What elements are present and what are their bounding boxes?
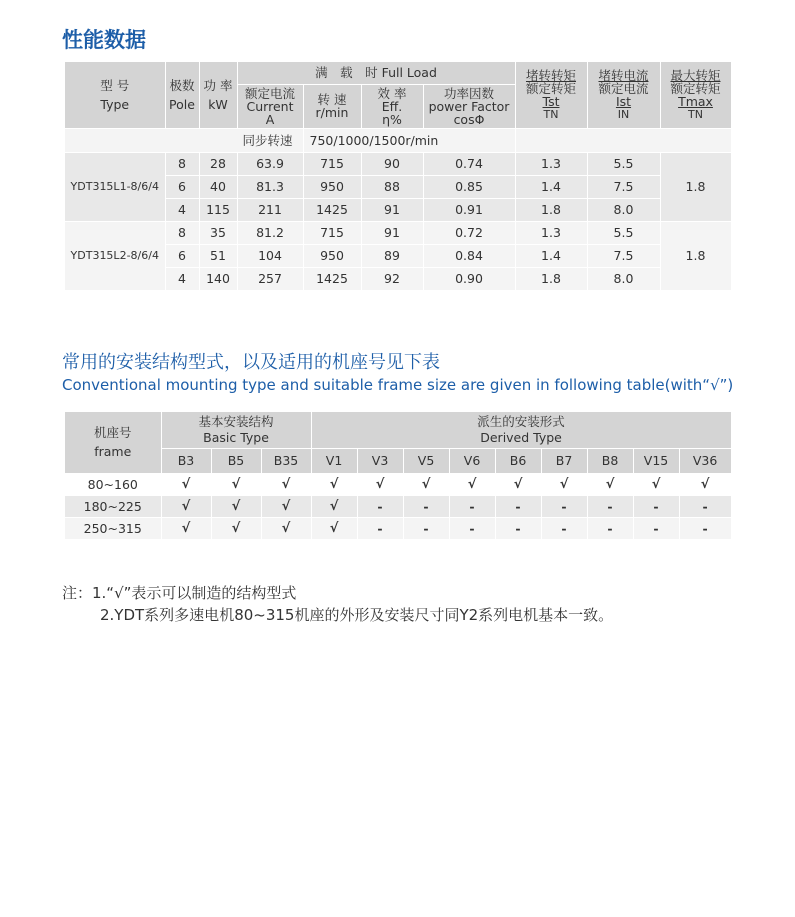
cell-pf: 0.90 — [423, 267, 515, 290]
cell-eff: 89 — [361, 244, 423, 267]
pf-en: power Factor — [428, 98, 510, 114]
sync-speed-blank — [515, 128, 731, 152]
header-locked-rotor-current — [587, 62, 660, 128]
cell-pole: 6 — [165, 244, 199, 267]
mount-cell: √ — [211, 473, 261, 495]
cell-ist: 5.5 — [587, 152, 660, 175]
cell-ist: 7.5 — [587, 244, 660, 267]
performance-title: 性能数据 — [62, 28, 146, 52]
cell-kw: 140 — [199, 267, 237, 290]
mount-cell: √ — [679, 473, 731, 495]
header-speed — [303, 84, 361, 128]
col-header: B7 — [541, 448, 587, 473]
header-type-zh: 型 号 — [100, 77, 130, 93]
frame-cell: 80~160 — [65, 473, 161, 495]
cell-current: 104 — [237, 244, 303, 267]
cell-pole: 8 — [165, 221, 199, 244]
cell-kw: 40 — [199, 175, 237, 198]
cell-current: 81.2 — [237, 221, 303, 244]
cell-current: 211 — [237, 198, 303, 221]
mount-cell: √ — [541, 473, 587, 495]
col-header: B35 — [261, 448, 311, 473]
cell-pf: 0.91 — [423, 198, 515, 221]
cell-pole: 6 — [165, 175, 199, 198]
mount-cell: √ — [449, 473, 495, 495]
mount-cell: √ — [261, 495, 311, 517]
frame-cell: 250~315 — [65, 517, 161, 539]
cell-eff: 88 — [361, 175, 423, 198]
header-frame — [65, 412, 161, 473]
lrt-zh1: 堵转转矩 — [525, 67, 576, 83]
mount-cell: √ — [311, 517, 357, 539]
cell-ist: 8.0 — [587, 267, 660, 290]
cell-ist: 8.0 — [587, 198, 660, 221]
col-header: V15 — [633, 448, 679, 473]
header-locked-rotor-torque — [515, 62, 587, 128]
mount-cell: - — [633, 495, 679, 517]
lrc-den: IN — [617, 107, 630, 121]
header-derived-type — [311, 412, 731, 448]
mount-cell: √ — [161, 473, 211, 495]
current-zh: 额定电流 — [244, 85, 295, 101]
mount-cell: - — [495, 517, 541, 539]
table-row — [65, 473, 731, 495]
cell-speed: 715 — [303, 221, 361, 244]
mount-cell: √ — [211, 517, 261, 539]
cell-max-torque: 1.8 — [660, 221, 731, 290]
cell-eff: 91 — [361, 221, 423, 244]
table-row — [65, 517, 731, 539]
lrt-den: TN — [543, 107, 559, 121]
mount-cell: - — [357, 495, 403, 517]
col-header: B6 — [495, 448, 541, 473]
frame-en: frame — [94, 444, 132, 460]
mount-cell: √ — [633, 473, 679, 495]
mounting-table — [65, 412, 732, 540]
speed-zh: 转 速 — [317, 92, 347, 107]
col-header: V5 — [403, 448, 449, 473]
cell-tst: 1.4 — [515, 244, 587, 267]
cell-tst: 1.3 — [515, 152, 587, 175]
eff-unit: η% — [382, 111, 402, 127]
header-full-load: 满 载 时 Full Load — [237, 62, 515, 84]
lrt-num: Tst — [542, 93, 560, 109]
mount-cell: √ — [495, 473, 541, 495]
header-power-factor — [423, 84, 515, 128]
col-header: B3 — [161, 448, 211, 473]
mount-cell: √ — [587, 473, 633, 495]
mount-cell: √ — [161, 495, 211, 517]
header-pole-zh: 极数 — [169, 77, 195, 93]
cell-kw: 51 — [199, 244, 237, 267]
mount-cell: - — [357, 517, 403, 539]
performance-table — [65, 62, 732, 291]
basic-zh: 基本安装结构 — [198, 414, 274, 430]
basic-en: Basic Type — [203, 430, 269, 446]
cell-speed: 950 — [303, 175, 361, 198]
cell-speed: 950 — [303, 244, 361, 267]
cell-eff: 90 — [361, 152, 423, 175]
frame-zh: 机座号 — [93, 425, 132, 441]
table-row — [65, 152, 731, 175]
model-name: YDT315L2-8/6/4 — [65, 221, 165, 290]
col-header: V3 — [357, 448, 403, 473]
speed-unit: r/min — [315, 105, 349, 120]
max-num: Tmax — [678, 93, 713, 109]
current-unit: A — [265, 111, 275, 127]
sync-speed-label: 同步转速 — [65, 128, 303, 152]
cell-kw: 35 — [199, 221, 237, 244]
cell-current: 81.3 — [237, 175, 303, 198]
mount-cell: √ — [403, 473, 449, 495]
pf-zh: 功率因数 — [443, 85, 494, 101]
cell-pf: 0.74 — [423, 152, 515, 175]
cell-pf: 0.72 — [423, 221, 515, 244]
mount-cell: √ — [311, 495, 357, 517]
mount-cell: - — [449, 517, 495, 539]
header-current — [237, 84, 303, 128]
table-row — [65, 495, 731, 517]
cell-pf: 0.85 — [423, 175, 515, 198]
cell-pole: 4 — [165, 198, 199, 221]
cell-pf: 0.84 — [423, 244, 515, 267]
lrc-zh2: 额定电流 — [598, 80, 649, 96]
cell-eff: 91 — [361, 198, 423, 221]
header-power-en: kW — [208, 96, 228, 112]
sync-speed-row — [65, 128, 731, 152]
mount-cell: √ — [211, 495, 261, 517]
eff-en: Eff. — [381, 98, 403, 114]
header-power-zh: 功 率 — [203, 77, 233, 93]
note-line-2: 2.YDT系列多速电机80~315机座的外形及安装尺寸同Y2系列电机基本一致。 — [100, 606, 614, 624]
eff-zh: 效 率 — [377, 85, 407, 101]
cell-kw: 115 — [199, 198, 237, 221]
table-row — [65, 267, 731, 290]
col-header: V6 — [449, 448, 495, 473]
cell-pole: 8 — [165, 152, 199, 175]
col-header: B8 — [587, 448, 633, 473]
lrc-zh1: 堵转电流 — [598, 67, 649, 83]
header-pole-en: Pole — [169, 96, 195, 112]
cell-pole: 4 — [165, 267, 199, 290]
cell-ist: 5.5 — [587, 221, 660, 244]
mount-cell: - — [679, 517, 731, 539]
cell-tst: 1.3 — [515, 221, 587, 244]
mount-cell: - — [587, 517, 633, 539]
header-type-en: Type — [100, 96, 130, 112]
mount-cell: √ — [311, 473, 357, 495]
mount-cell: - — [679, 495, 731, 517]
cell-tst: 1.4 — [515, 175, 587, 198]
lrc-num: Ist — [615, 93, 632, 109]
mount-cell: - — [633, 517, 679, 539]
header-basic-type — [161, 412, 311, 448]
mount-cell: - — [403, 517, 449, 539]
cell-speed: 715 — [303, 152, 361, 175]
cell-eff: 92 — [361, 267, 423, 290]
sync-speed-value: 750/1000/1500r/min — [303, 128, 515, 152]
cell-tst: 1.8 — [515, 267, 587, 290]
col-header: V36 — [679, 448, 731, 473]
mounting-title-zh: 常用的安装结构型式，以及适用的机座号见下表 — [62, 352, 440, 373]
header-pole — [165, 62, 199, 128]
cell-speed: 1425 — [303, 267, 361, 290]
header-efficiency — [361, 84, 423, 128]
cell-speed: 1425 — [303, 198, 361, 221]
cell-current: 63.9 — [237, 152, 303, 175]
header-max-torque — [660, 62, 731, 128]
cell-ist: 7.5 — [587, 175, 660, 198]
mount-cell: - — [587, 495, 633, 517]
mounting-title-en: Conventional mounting type and suitable frame size are given in following table(with“√”) — [62, 376, 734, 394]
mount-cell: √ — [357, 473, 403, 495]
table-row — [65, 244, 731, 267]
mount-cell: √ — [261, 517, 311, 539]
mount-cell: - — [449, 495, 495, 517]
cell-kw: 28 — [199, 152, 237, 175]
mount-cell: - — [403, 495, 449, 517]
note-line-1: 注：1.“√”表示可以制造的结构型式 — [62, 584, 297, 602]
derived-zh: 派生的安装形式 — [477, 414, 565, 430]
mount-cell: - — [541, 517, 587, 539]
table-row — [65, 175, 731, 198]
max-den: TN — [688, 107, 703, 121]
cell-current: 257 — [237, 267, 303, 290]
cell-max-torque: 1.8 — [660, 152, 731, 221]
col-header: B5 — [211, 448, 261, 473]
header-type — [65, 62, 165, 128]
model-name: YDT315L1-8/6/4 — [65, 152, 165, 221]
mount-cell: √ — [261, 473, 311, 495]
frame-cell: 180~225 — [65, 495, 161, 517]
table-row — [65, 221, 731, 244]
pf-unit: cosΦ — [453, 111, 485, 127]
col-header: V1 — [311, 448, 357, 473]
header-power — [199, 62, 237, 128]
current-en: Current — [246, 98, 294, 114]
mount-cell: √ — [161, 517, 211, 539]
cell-tst: 1.8 — [515, 198, 587, 221]
max-zh1: 最大转矩 — [670, 67, 721, 83]
lrt-zh2: 额定转矩 — [525, 80, 576, 96]
mount-cell: - — [541, 495, 587, 517]
table-row — [65, 198, 731, 221]
mount-cell: - — [495, 495, 541, 517]
max-zh2: 额定转矩 — [670, 80, 721, 96]
derived-en: Derived Type — [480, 430, 562, 446]
